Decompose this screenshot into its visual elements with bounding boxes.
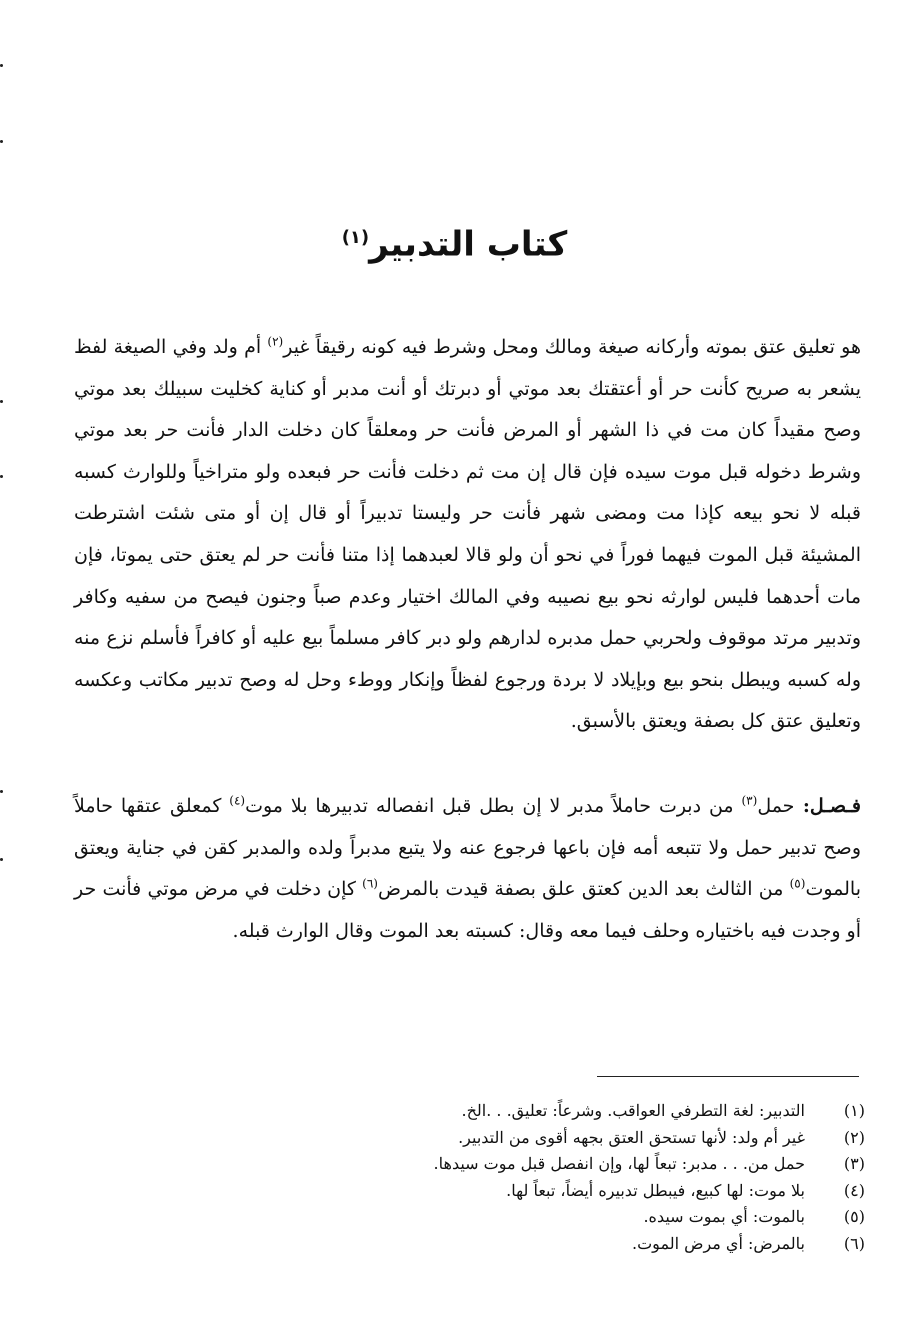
chapter-title <box>0 208 909 274</box>
margin-mark <box>0 140 3 143</box>
footnote-number: (٤) <box>843 1180 865 1200</box>
footnotes <box>305 1098 865 1258</box>
margin-mark <box>0 858 3 861</box>
chapter-title-note: (١) <box>341 227 370 248</box>
paragraph-definition <box>74 327 861 743</box>
footnote-item <box>305 1125 865 1152</box>
footnote-item <box>305 1204 865 1231</box>
footnote-divider <box>597 1076 859 1077</box>
margin-mark <box>0 64 3 67</box>
footnote-text: حمل من. . . مدبر: تبعاً لها، وإن انفصل قبل موت سيدها. <box>433 1154 805 1174</box>
section-lead: فـصـل: <box>794 795 861 817</box>
footnote-ref: (٢) <box>267 334 284 349</box>
paragraph-text: هو تعليق عتق بموته وأركانه صيغة ومالك ومحل وشرط فيه كونه رقيقاً غير <box>283 336 861 358</box>
paragraph-text: من دبرت حاملاً مدبر لا إن بطل قبل انفصاله تدبيرها بلا موت <box>245 795 742 817</box>
footnote-number: (١) <box>843 1101 865 1120</box>
footnote-item <box>305 1098 865 1125</box>
footnote-number: (٣) <box>843 1154 865 1174</box>
footnote-item <box>305 1178 865 1205</box>
margin-mark <box>0 790 3 793</box>
footnote-text: غير أم ولد: لأنها تستحق العتق بجهه أقوى من التدبير. <box>458 1127 805 1147</box>
paragraph-text: حمل <box>757 795 795 817</box>
footnote-text: بالمرض: أي مرض الموت. <box>632 1233 805 1253</box>
chapter-title-text: كتاب التدبير <box>369 224 568 265</box>
footnote-number: (٢) <box>843 1127 865 1147</box>
margin-mark <box>0 475 3 478</box>
paragraph-text: كإن دخلت في مرض موتي فأنت حر أو وجدت فيه باختياره وحلف فيما معه وقال: كسبته بعد الموت وقال الوارث قبله. <box>74 878 861 942</box>
paragraph-text: من الثالث بعد الدين كعتق علق بصفة قيدت بالمرض <box>377 878 790 901</box>
footnote-text: بلا موت: لها كبيع، فيبطل تدبيره أيضاً، تبعاً لها. <box>506 1180 805 1200</box>
footnote-item <box>305 1231 865 1258</box>
footnote-ref: (٦) <box>362 876 378 891</box>
paragraph-text: أم ولد وفي الصيغة لفظ يشعر به صريح كأنت حر أو أعتقتك بعد موتي أو دبرتك أو أنت مدبر أو كناية كخليت سبيلك بعد موتي وصح مقيداً كان مت في ذا الشهر أو المرض فأنت حر ومعلقاً كان دخلت الدار فأنت حر بعد موتي وشرط دخوله قبل موت سيده فإن قال إن مت ثم دخلت فأنت حر فبعده ولو متراخياً وللوارث كسبه قبله لا نحو بيعه كإذا مت ومضى شهر فأنت حر وليستا تدبيراً أو قال إن أو متى شئت اشترطت المشيئة قبل الموت فيهما فوراً في نحو أن ولو قالا لعبدهما إذا متنا فأنت حر لم يعتق حتى يموتا، فإن مات أحدهما فليس لوارثه نحو بيع نصيبه وفي المالك اختيار وعدم صباً وجنون فيصح من سفيه وكافر وتدبير مرتد موقوف ولحربي حمل مدبره لدارهم ولو دبر كافر مسلماً بيع عليه أو كافراً فأسلم نزع منه وله كسبه ويبطل بنحو بيع وبإيلاد لا بردة ورجوع لفظاً وإنكار ووطء وحل له وصح تدبير مكاتب وعكسه وتعليق عتق كل بصفة ويعتق بالأسبق. <box>74 336 861 733</box>
paragraph-section <box>74 786 861 952</box>
footnote-text: التدبير: لغة التطرفي العواقب. وشرعاً: تعليق. . .الخ. <box>461 1101 805 1120</box>
footnote-ref: (٥) <box>789 876 806 891</box>
footnote-ref: (٤) <box>229 793 246 808</box>
footnote-ref: (٣) <box>741 793 758 808</box>
footnote-number: (٥) <box>843 1207 865 1227</box>
paragraph-text: كمعلق عتقها حاملاً وصح تدبير حمل ولا تتبعه أمه فإن باعها فرجوع عنه ولا يتبع مدبراً ولده والمدبر كقن في جناية ويعتق بالموت <box>74 795 861 901</box>
margin-mark <box>0 400 3 403</box>
footnote-text: بالموت: أي بموت سيده. <box>643 1207 805 1227</box>
footnote-number: (٦) <box>843 1233 865 1253</box>
footnote-item <box>305 1151 865 1178</box>
